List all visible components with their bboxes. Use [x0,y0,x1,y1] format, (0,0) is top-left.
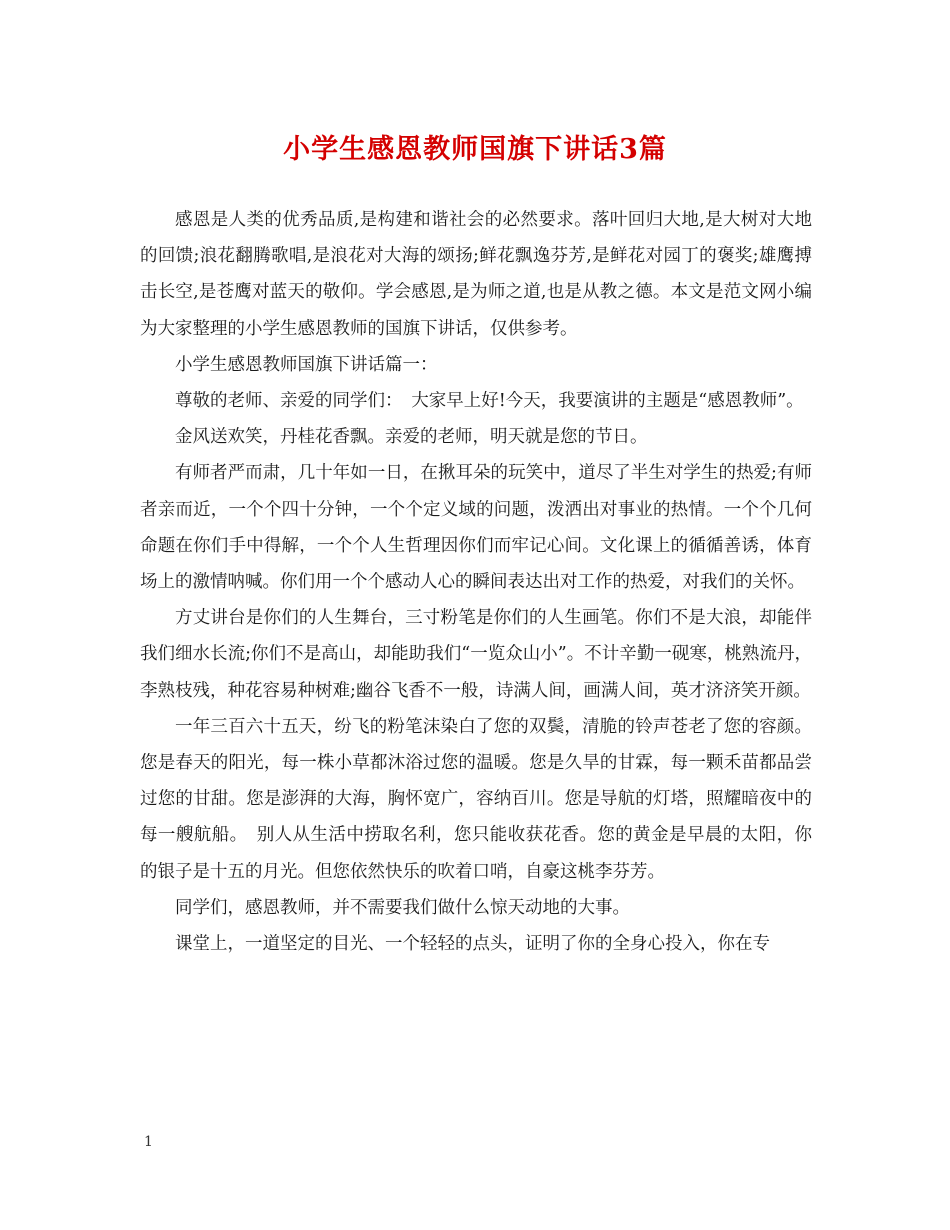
page-number: 1 [144,1134,153,1150]
paragraph-stage: 方丈讲台是你们的人生舞台，三寸粉笔是你们的人生画笔。你们不是大浪，却能伴我们细水长流;你们不是高山，却能助我们“一览众山小”。不计辛勤一砚寒，桃熟流丹，李熟枝残，种花容易种树难;幽谷飞香不一般，诗满人间，画满人间，英才济济笑开颜。 [140,608,812,701]
paragraph-classroom: 课堂上，一道坚定的目光、一个轻轻的点头，证明了你的全身心投入，你在专 [175,934,770,955]
paragraph-year: 一年三百六十五天，纷飞的粉笔沫染白了您的双鬓，清脆的铃声苍老了您的容颜。您是春天的阳光，每一株小草都沐浴过您的温暖。您是久旱的甘霖，每一颗禾苗都品尝过您的甘甜。您是澎湃的大海，胸怀宽广，容纳百川。您是导航的灯塔，照耀暗夜中的每一艘航船。 别人从生活中捞取名利，您只能收获花香。您的黄金是早晨的太阳，你的银子是十五的月光。但您依然快乐的吹着口哨，自豪这桃李芬芳。 [140,716,812,882]
paragraph-teachers: 有师者严而肃，几十年如一日，在揪耳朵的玩笑中，道尽了半生对学生的热爱;有师者亲而近，一个个四十分钟，一个个定义域的问题，泼洒出对事业的热情。一个个几何命题在你们手中得解，一个个人生哲理因你们而牢记心间。文化课上的循循善诱，体育场上的激情呐喊。你们用一个个感动人心的瞬间表达出对工作的热爱，对我们的关怀。 [140,463,812,593]
paragraph-greeting: 尊敬的老师、亲爱的同学们： 大家早上好!今天，我要演讲的主题是“感恩教师”。 [175,391,804,412]
section-heading-1: 小学生感恩教师国旗下讲话篇一： [175,354,438,375]
paragraph-festival: 金风送欢笑，丹桂花香飘。亲爱的老师，明天就是您的节日。 [175,427,648,448]
document-body [140,202,812,962]
paragraph-intro: 感恩是人类的优秀品质,是构建和谐社会的必然要求。落叶回归大地,是大树对大地的回馈;浪花翻腾歌唱,是浪花对大海的颂扬;鲜花飘逸芬芳,是鲜花对园丁的褒奖;雄鹰搏击长空,是苍鹰对蓝天的敬仰。学会感恩,是为师之道,也是从教之德。本文是范文网小编为大家整理的小学生感恩教师的国旗下讲话，仅供参考。 [140,210,812,339]
paragraph-students: 同学们，感恩教师，并不需要我们做什么惊天动地的大事。 [175,897,630,918]
document-title: 小学生感恩教师国旗下讲话3篇 [283,134,667,165]
